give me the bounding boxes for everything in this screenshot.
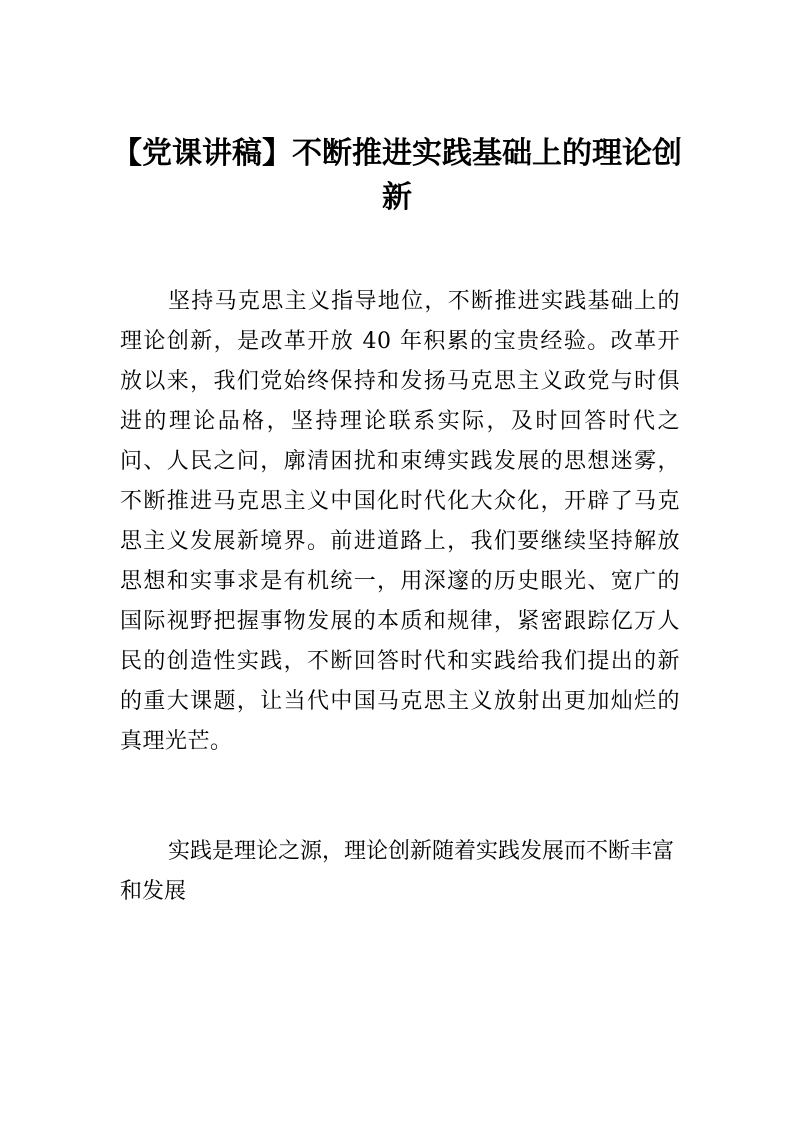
body-paragraph: 坚持马克思主义指导地位，不断推进实践基础上的理论创新，是改革开放 40 年积累的宝贵经验。改革开放以来，我们党始终保持和发扬马克思主义政党与时俱进的理论品格，坚持理论联系实际，及时回答时代之问、人民之问，廓清困扰和束缚实践发展的思想迷雾，不断推进马克思主义中国化时代化大众化，开辟了马克思主义发展新境界。前进道路上，我们要继续坚持解放思想和实事求是有机统一，用深邃的历史眼光、宽广的国际视野把握事物发展的本质和规律，紧密跟踪亿万人民的创造性实践，不断回答时代和实践给我们提出的新的重大课题，让当代中国马克思主义放射出更加灿烂的真理光芒。 bbox=[120, 289, 680, 754]
section-heading: 实践是理论之源，理论创新随着实践发展而不断丰富和发展 bbox=[120, 839, 675, 904]
document-title: 【党课讲稿】不断推进实践基础上的理论创新 bbox=[112, 136, 682, 215]
